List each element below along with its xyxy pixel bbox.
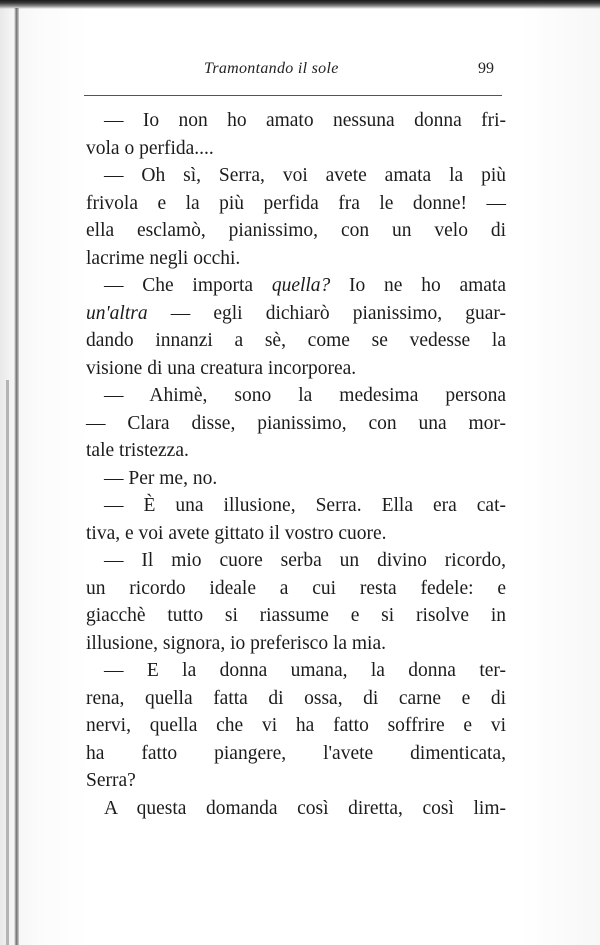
text-line: tale tristezza.	[86, 440, 189, 461]
text-line: visione di una creatura incorporea.	[86, 357, 357, 379]
text-line: frivola e la più perfida fra le donne! —	[86, 192, 506, 214]
text-line: ha fatto piangere, l'avete dimenticata,	[86, 742, 506, 764]
text-line: — Oh sì, Serra, voi avete amata la più	[104, 165, 506, 186]
text-line: dando innanzi a sè, come se vedesse la	[86, 330, 506, 351]
page-top-edge	[0, 0, 600, 9]
text-line: — È una illusione, Serra. Ella era cat-	[104, 495, 506, 516]
text-line: tiva, e voi avete gittato il vostro cuore.	[86, 522, 387, 544]
text-line: — Il mio cuore serba un divino ricordo,	[104, 550, 506, 571]
binding-shadow	[14, 8, 19, 945]
text-line: rena, quella fatta di ossa, di carne e di	[86, 687, 506, 709]
emphasis: quella?	[271, 275, 331, 296]
text-line: ella esclamò, pianissimo, con un velo di	[86, 220, 506, 241]
text-line: vola o perfida....	[86, 137, 214, 159]
emphasis: un'altra	[86, 302, 148, 324]
text-line: — Io non ho amato nessuna donna fri-	[104, 110, 506, 131]
text-line: un ricordo ideale a cui resta fedele: e	[86, 577, 506, 599]
text-line: un'altra — egli dichiarò pianissimo, guar-	[86, 302, 506, 324]
page-header	[200, 60, 520, 84]
binding-shadow-outer	[6, 380, 9, 945]
text-line: — Clara disse, pianissimo, con una mor-	[86, 412, 506, 434]
text-line: lacrime negli occhi.	[86, 247, 241, 269]
text-line: A questa domanda così diretta, così lim-	[104, 797, 506, 819]
text-line: giacchè tutto si riassume e si risolve in	[86, 605, 506, 626]
page-number: 99	[478, 60, 494, 77]
text-line: — E la donna umana, la donna ter-	[104, 660, 506, 681]
running-title: Tramontando il sole	[204, 60, 339, 77]
text-line: — Ahimè, sono la medesima persona	[104, 385, 506, 406]
header-rule	[84, 95, 502, 96]
text-line: illusione, signora, io preferisco la mia.	[86, 632, 387, 654]
text-line: Serra?	[86, 770, 136, 791]
body-text	[86, 107, 506, 822]
text-line: — Per me, no.	[104, 467, 218, 489]
text-line: — Che importa quella? Io ne ho amata	[104, 275, 506, 296]
text-line: nervi, quella che vi ha fatto soffrire e vi	[86, 715, 506, 736]
